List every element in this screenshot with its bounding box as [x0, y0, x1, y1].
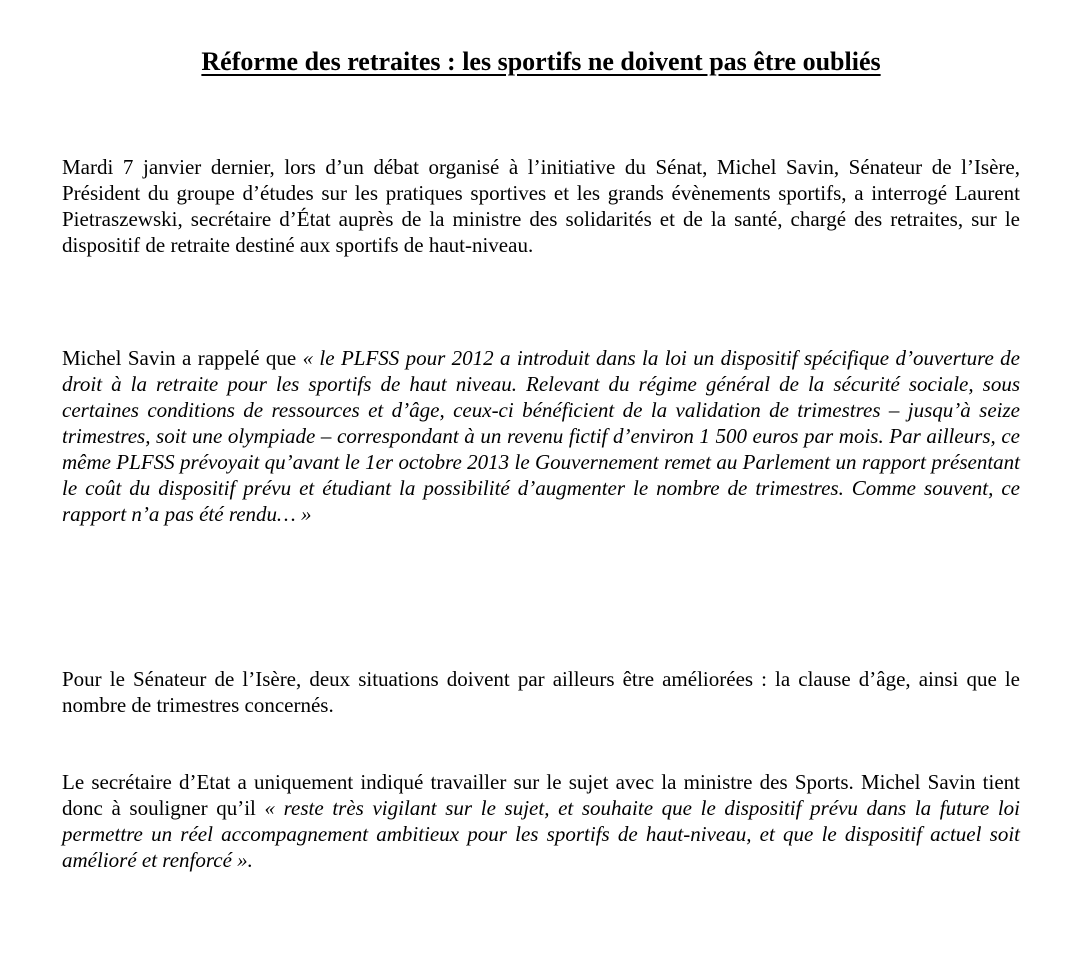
page-title: Réforme des retraites : les sportifs ne doivent pas être oubliés	[201, 47, 881, 76]
quoted-text: « reste très vigilant sur le sujet, et souhaite que le dispositif prévu dans la future loi permettre un réel accompagnement ambitieux pour les sportifs de haut-niveau, et que le dispositif actuel soit amélioré et renforcé ».	[62, 796, 1020, 872]
paragraph-debate: Mardi 7 janvier dernier, lors d’un débat organisé à l’initiative du Sénat, Michel Savin, Sénateur de l’Isère, Président du groupe d’études sur les pratiques sportives et les grands évènements sportifs, a interrogé Laurent Pietraszewski, secrétaire d’État auprès de la ministre des solidarités et de la santé, chargé des retraites, sur le dispositif de retraite destiné aux sportifs de haut-niveau.	[62, 155, 1020, 257]
paragraph-lead-text: Le secrétaire d’Etat a uniquement indiqué travailler sur le sujet avec la ministre des Sports. Michel Savin tient donc à souligner qu’il	[62, 770, 1020, 820]
paragraph-improvements: Pour le Sénateur de l’Isère, deux situations doivent par ailleurs être améliorées : la clause d’âge, ainsi que le nombre de trimestres concernés.	[62, 667, 1020, 717]
paragraph-conclusion	[62, 769, 1020, 873]
quoted-text: « le PLFSS pour 2012 a introduit dans la loi un dispositif spécifique d’ouverture de droit à la retraite pour les sportifs de haut niveau. Relevant du régime général de la sécurité sociale, sous certaines conditions de ressources et d’âge, ceux-ci bénéficient de la validation de trimestres – jusqu’à seize trimestres, soit une olympiade – correspondant à un revenu fictif d’environ 1 500 euros par mois. Par ailleurs, ce même PLFSS prévoyait qu’avant le 1er octobre 2013 le Gouvernement remet au Parlement un rapport présentant le coût du dispositif prévu et étudiant la possibilité d’augmenter le nombre de trimestres. Comme souvent, ce rapport n’a pas été rendu… »	[62, 346, 1021, 526]
paragraph-lead-text: Michel Savin a rappelé que	[62, 346, 303, 370]
paragraph-plfss-quote	[62, 345, 1020, 527]
